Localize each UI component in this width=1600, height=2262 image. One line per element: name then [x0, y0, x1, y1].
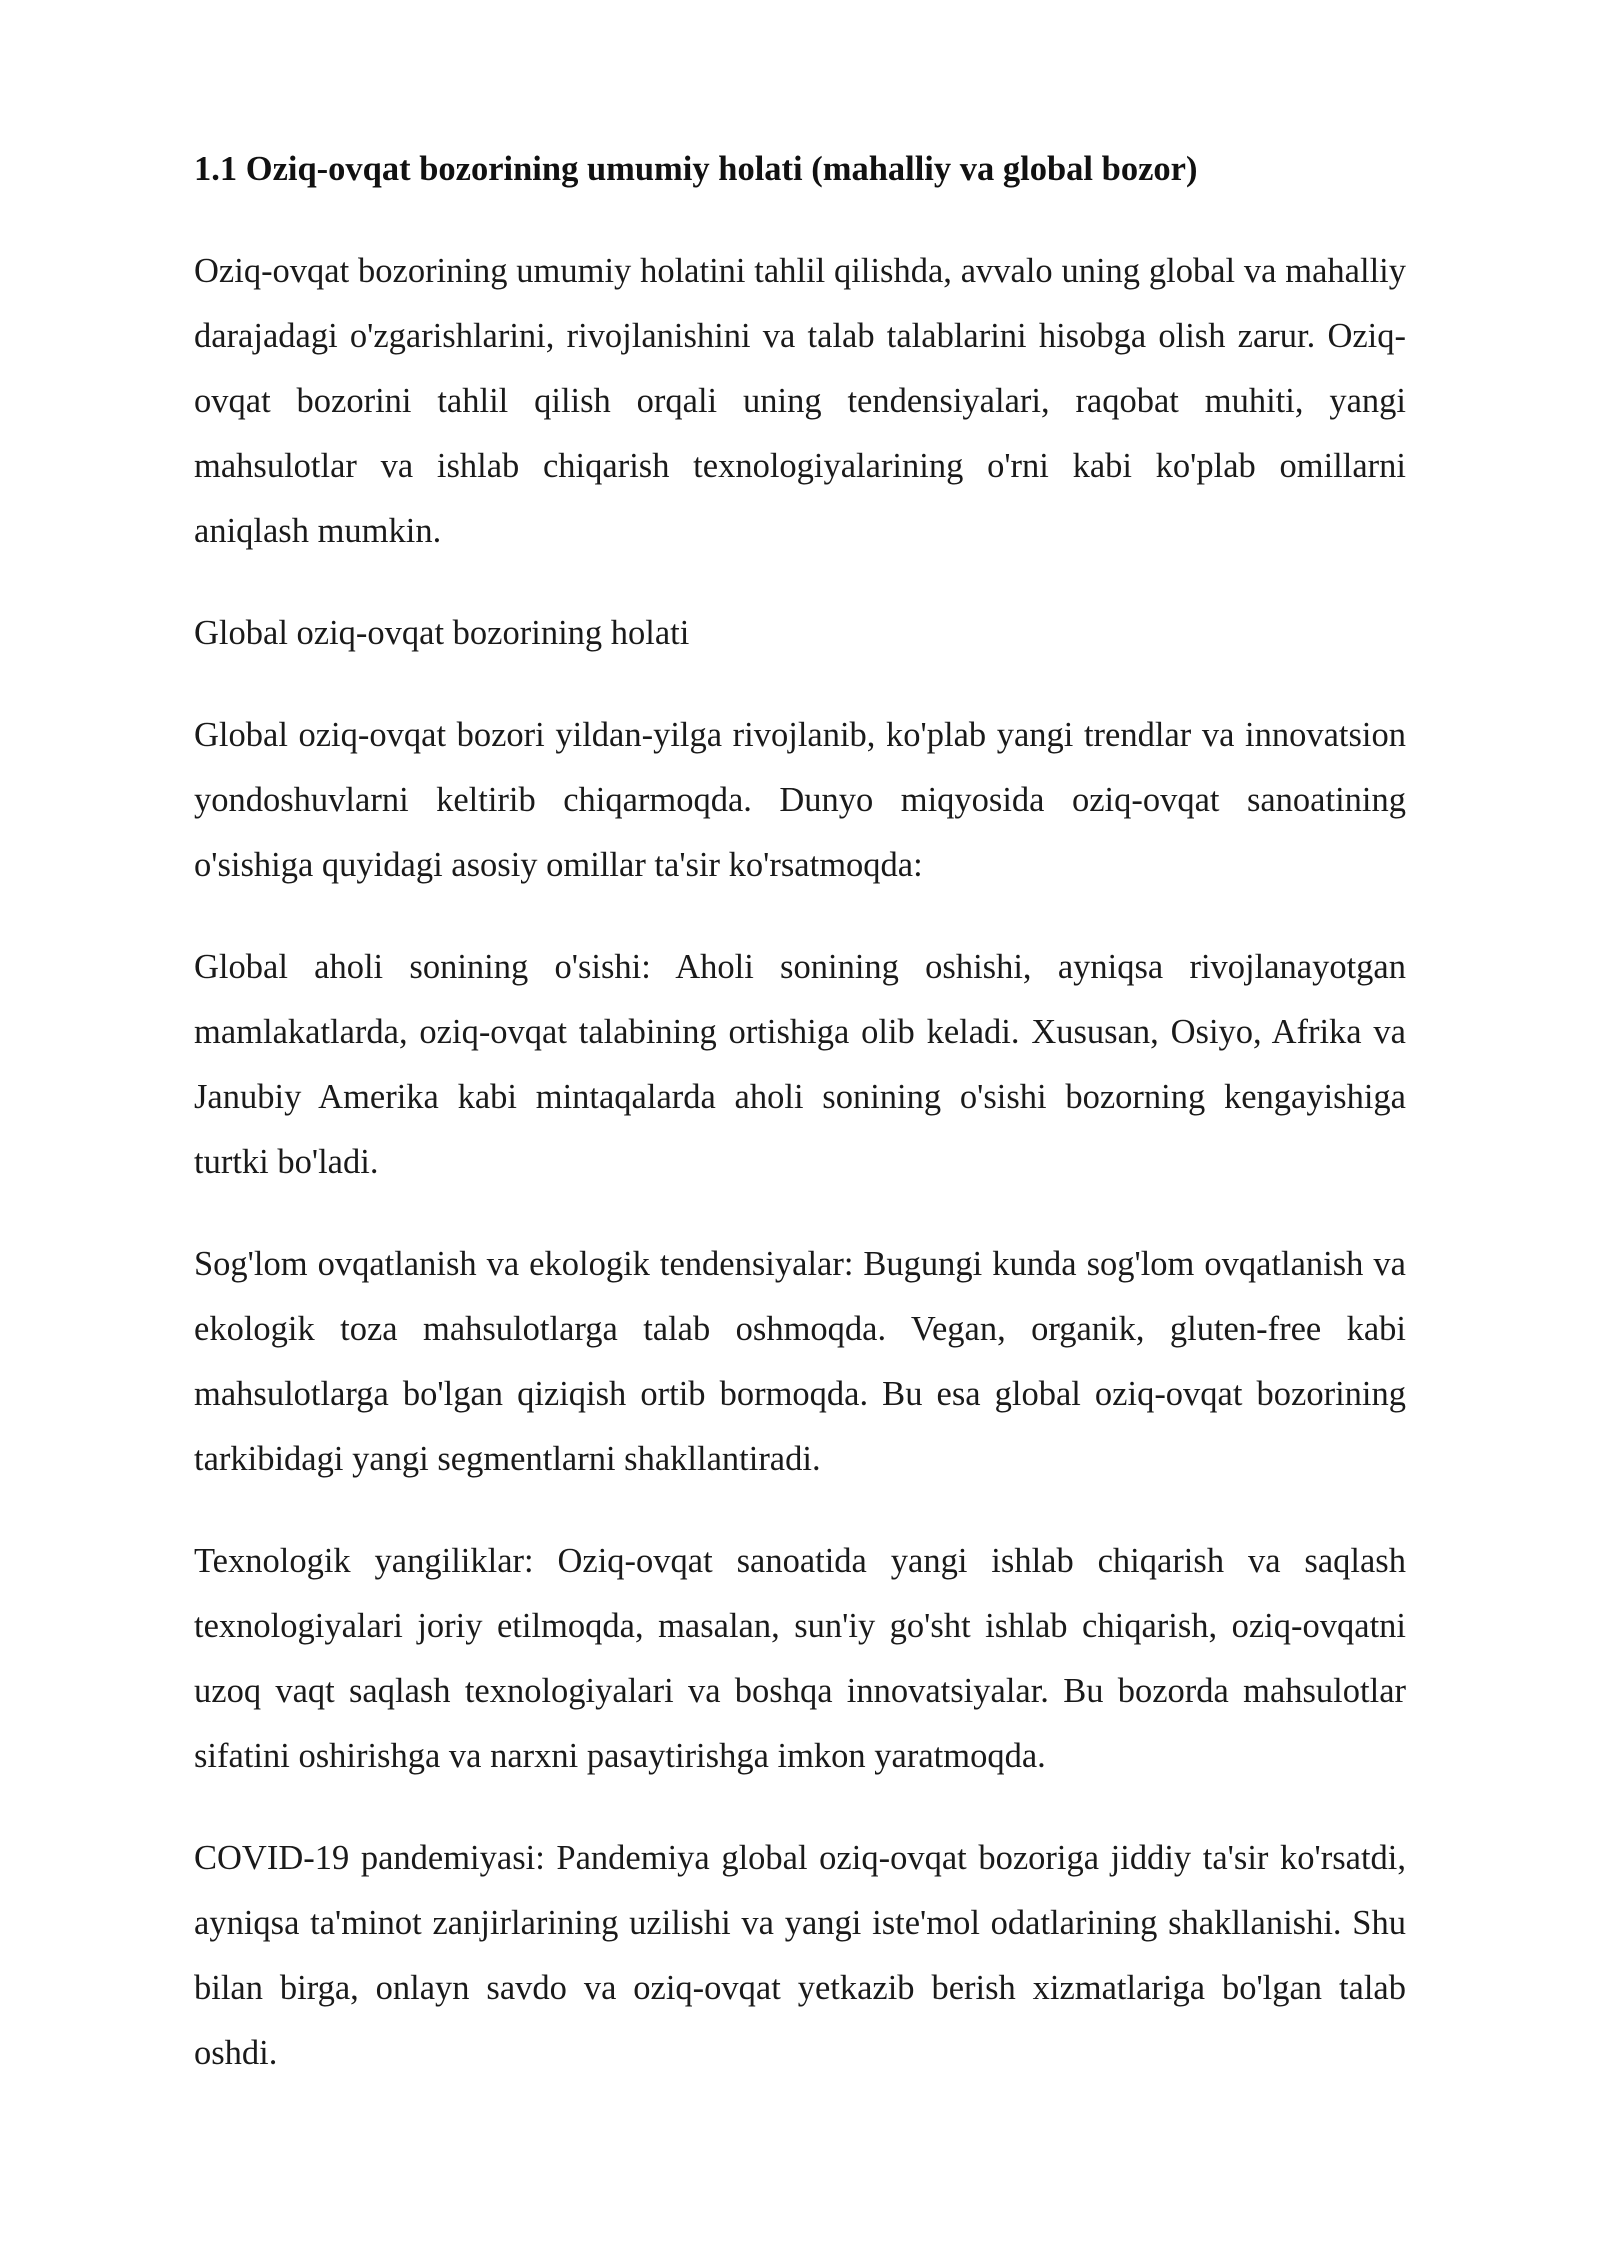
paragraph-population-growth: Global aholi sonining o'sishi: Aholi sonining oshishi, ayniqsa rivojlanayotgan mamlakatlarda, oziq-ovqat talabining ortishiga olib keladi. Xususan, Osiyo, Afrika va Janubiy Amerika kabi mintaqalarda aholi sonining o'sishi bozorning kengayishiga turtki bo'ladi. — [194, 948, 1406, 1181]
paragraph-healthy-eating: Sog'lom ovqatlanish va ekologik tendensiyalar: Bugungi kunda sog'lom ovqatlanish va ekologik toza mahsulotlarga talab oshmoqda. Vegan, organik, gluten-free kabi mahsulotlarga bo'lgan qiziqish ortib bormoqda. Bu esa global oziq-ovqat bozorining tarkibidagi yangi segmentlarni shakllantiradi. — [194, 1245, 1406, 1478]
paragraph-covid: COVID-19 pandemiyasi: Pandemiya global oziq-ovqat bozoriga jiddiy ta'sir ko'rsatdi, ayniqsa ta'minot zanjirlarining uzilishi va yangi iste'mol odatlarining shakllanishi. Shu bilan birga, onlayn savdo va oziq-ovqat yetkazib berish xizmatlariga bo'lgan talab oshdi. — [194, 1839, 1406, 2072]
paragraph-technology: Texnologik yangiliklar: Oziq-ovqat sanoatida yangi ishlab chiqarish va saqlash texnologiyalari joriy etilmoqda, masalan, sun'iy go'sht ishlab chiqarish, oziq-ovqatni uzoq vaqt saqlash texnologiyalari va boshqa innovatsiyalar. Bu bozorda mahsulotlar sifatini oshirishga va narxni pasaytirishga imkon yaratmoqda. — [194, 1542, 1406, 1775]
subsection-title: Global oziq-ovqat bozorining holati — [194, 614, 690, 652]
section-heading: 1.1 Oziq-ovqat bozorining umumiy holati (mahalliy va global bozor) — [194, 150, 1198, 188]
paragraph-global-market: Global oziq-ovqat bozori yildan-yilga rivojlanib, ko'plab yangi trendlar va innovatsion yondoshuvlarni keltirib chiqarmoqda. Dunyo miqyosida oziq-ovqat sanoatining o'sishiga quyidagi asosiy omillar ta'sir ko'rsatmoqda: — [194, 716, 1406, 884]
intro-paragraph: Oziq-ovqat bozorining umumiy holatini tahlil qilishda, avvalo uning global va mahalliy darajadagi o'zgarishlarini, rivojlanishini va talab talablarini hisobga olish zarur. Oziq-ovqat bozorini tahlil qilish orqali uning tendensiyalari, raqobat muhiti, yangi mahsulotlar va ishlab chiqarish texnologiyalarining o'rni kabi ko'plab omillarni aniqlash mumkin. — [194, 252, 1406, 550]
document-body — [194, 137, 1406, 2123]
